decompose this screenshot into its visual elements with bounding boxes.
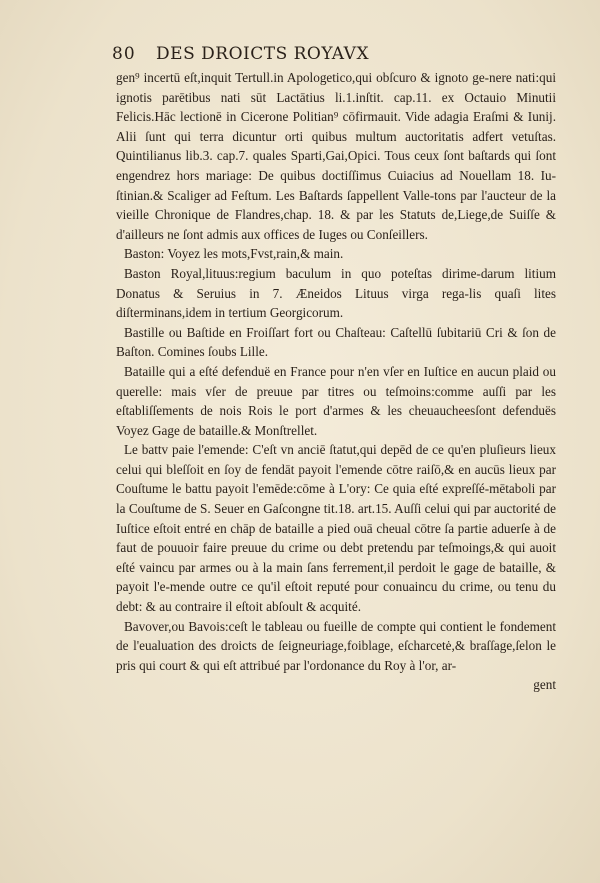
entry-baston: Baston: Voyez les mots,Fvst,rain,& main. (124, 246, 344, 262)
body-text (116, 68, 556, 695)
paragraph-batards: gen⁹ incertū eſt,inquit Tertull.in Apologetico,qui obſcuro & ignoto ge-nere nati:qui ignotis parētibus nati sūt Lactātius li.1.inſtit. cap.11. ex Octauio Minutii Felicis.Hāc lectionē in Cicerone Politian⁹ cōfirmauit. Vide adagia Eraſmi & Iunij. Alii ſunt qui terra dicuntur orti quibus multum auctoritatis adfert vetuſtas. Quintilianus lib.3. cap.7. quales Sparti,Gai,Opici. Tous ceux ſont baſtards qui ſont engendrez hors mariage: De quibus doctiſſimus Cuiacius ad Nouellam 18. Iu-ſtinian.& Scaliger ad Feſtum. Les Baſtards ſappellent Valle-tons par l'aucteur de la vieille Chronique de Flandres,chap. 18. & par les Statuts de,Liege,de Suiſſe & d'ailleurs ne ſont admis aux offices de Iuges ou Conſeillers. (116, 70, 556, 242)
running-title: DES DROICTS ROYAVX (156, 44, 370, 64)
entry-bataille: Bataille qui a eſté defenduë en France pour n'en vſer en Iuſtice en aucun plaid ou querelle: mais vſer de preuue par titres ou teſmoins:comme auſſi par les eſtabliſſements de nois Rois le port d'armes & les cheuaucheesſont defenduës Voyez Gage de bataille.& Monſtrellet. (116, 363, 556, 438)
entry-bavover: Bavover,ou Bavois:ceſt le tableau ou fueille de compte qui contient le fondement de l'eualuation des droicts de ſeigneuriage,foiblage, eſcharcetė,& braſſage,ſelon le pris qui court & qui eſt attribué par l'ordonance du Roy à l'or, ar- (116, 618, 556, 673)
entry-baston-royal: Baston Royal,lituus:regium baculum in quo poteſtas dirime-darum litium Donatus & Seruius in 7. Æneidos Lituus virga rega-lis quaſi lites diſterminans,idem in tertium Georgicorum. (116, 265, 556, 321)
entry-le-battu-paie: Le battv paie l'emende: C'eſt vn anciē ſtatut,qui depēd de ce qu'en pluſieurs lieux celui qui bleſſoit en ſoy de fendāt payoit l'emende cōtre raiſō,& en aucūs lieux par Couſtume le battu payoit l'emēde:cōme à L'ory: Ce quia eſté expreſſé-mētaboli par la Couſtume de S. Seuer en Gaſcongne tit.18. art.15. Auſſi celui qui par auctorité de Iuſtice eſtoit entré en chāp de bataille a pied ouā cheual cōtre ſa partie aduerſe à de faut de pouuoir faire preuue du crime ou debt pretendu par teſmoings,& qui auoit eſté vaincu par armes ou à la main ſans ferrement,il perdoit le gage de bataille, & payoit l'e-mende outre ce qu'il eſtoit reputé pour conuaincu du crime, ou tenu du debt: & au contraire il eſtoit abſoult & acquité. (116, 442, 556, 615)
running-header (112, 44, 369, 64)
catchword: gent (533, 677, 556, 693)
entry-bastille: Bastille ou Baſtide en Froiſſart fort ou Chaſteau: Caſtellū ſubitariū Cri & ſon de Baſton. Comines ſoubs Lille. (116, 324, 556, 360)
page-number: 80 (112, 44, 136, 64)
